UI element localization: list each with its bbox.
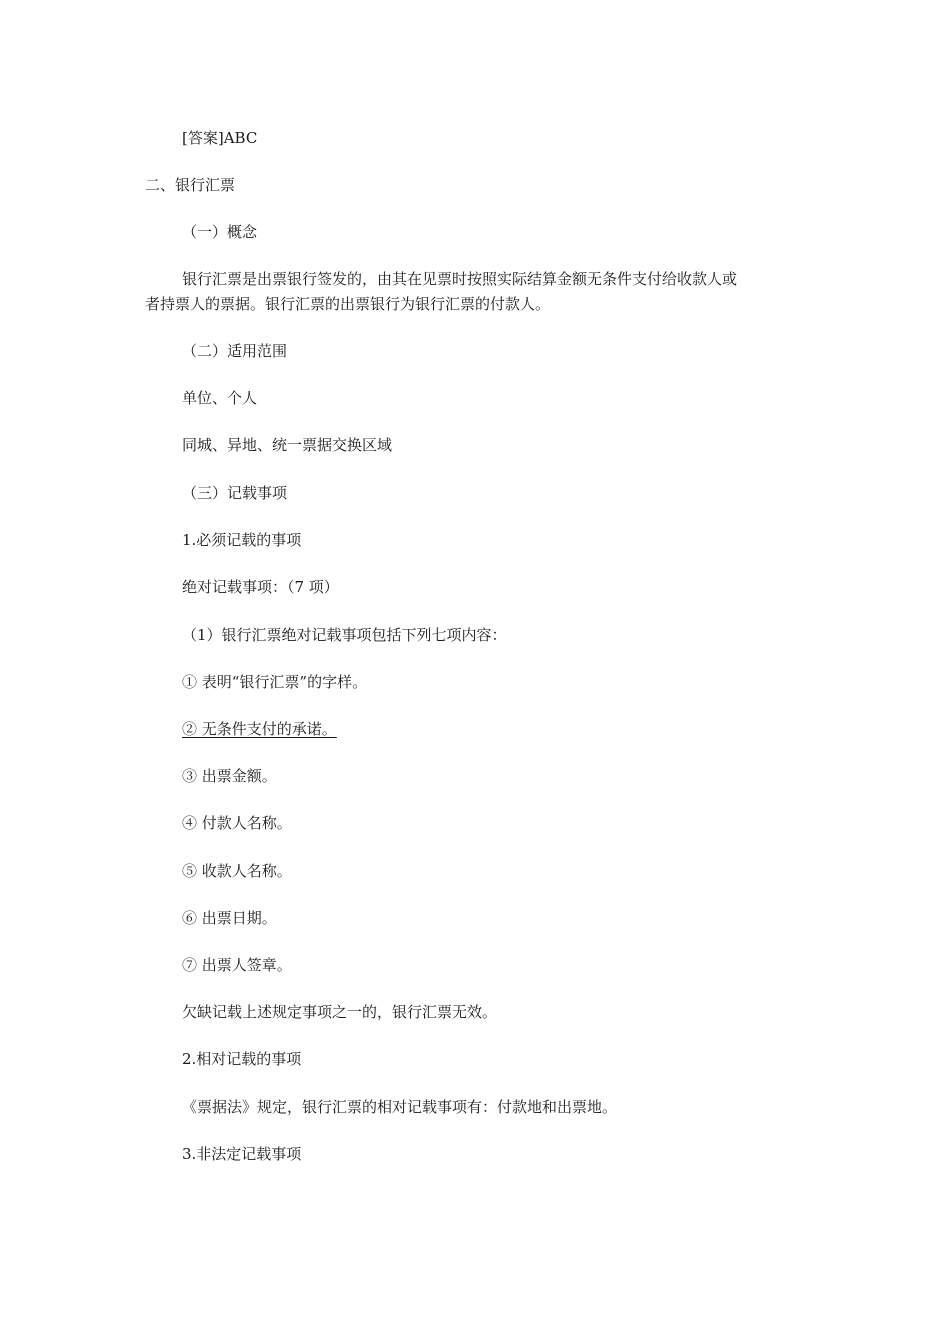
invalid-note: 欠缺记载上述规定事项之一的，银行汇票无效。 bbox=[182, 1003, 498, 1021]
list-item-2: ② 无条件支付的承诺。 bbox=[182, 720, 337, 738]
answer-line: [答案]ABC bbox=[182, 129, 258, 147]
scope-heading: （二）适用范围 bbox=[182, 342, 288, 360]
relative-heading: 2.相对记载的事项 bbox=[182, 1050, 302, 1068]
scope-item-1: 单位、个人 bbox=[182, 389, 258, 407]
relative-text: 《票据法》规定，银行汇票的相对记载事项有：付款地和出票地。 bbox=[182, 1098, 618, 1116]
list-item-4: ④ 付款人名称。 bbox=[182, 814, 292, 832]
concept-paragraph-line2: 者持票人的票据。银行汇票的出票银行为银行汇票的付款人。 bbox=[145, 295, 551, 313]
concept-paragraph-line1: 银行汇票是出票银行签发的，由其在见票时按照实际结算金额无条件支付给收款人或 bbox=[182, 270, 738, 288]
list-item-3: ③ 出票金额。 bbox=[182, 767, 277, 785]
absolute-label: 绝对记载事项：（7 项） bbox=[182, 578, 339, 596]
list-item-5: ⑤ 收款人名称。 bbox=[182, 862, 292, 880]
scope-item-2: 同城、异地、统一票据交换区域 bbox=[182, 436, 393, 454]
non-statutory-heading: 3.非法定记载事项 bbox=[182, 1145, 302, 1163]
required-heading: 1.必须记载的事项 bbox=[182, 531, 302, 549]
list-item-1: ① 表明“银行汇票”的字样。 bbox=[182, 673, 368, 691]
record-heading: （三）记载事项 bbox=[182, 484, 288, 502]
concept-heading: （一）概念 bbox=[182, 223, 258, 241]
list-item-7: ⑦ 出票人签章。 bbox=[182, 956, 292, 974]
absolute-intro: （1）银行汇票绝对记载事项包括下列七项内容： bbox=[182, 626, 507, 644]
section-heading: 二、银行汇票 bbox=[145, 176, 236, 194]
list-item-6: ⑥ 出票日期。 bbox=[182, 909, 277, 927]
concept-paragraph bbox=[145, 267, 825, 317]
